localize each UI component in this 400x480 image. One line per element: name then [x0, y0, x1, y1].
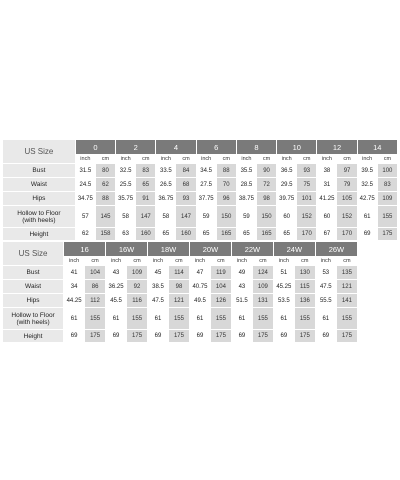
cm-value: 152	[337, 206, 357, 228]
unit-cm-label: cm	[256, 155, 276, 164]
inch-value: 32.5	[116, 164, 136, 178]
unit-inch-label: inch	[196, 155, 216, 164]
inch-value: 65	[236, 228, 256, 241]
inch-value: 69	[315, 330, 336, 343]
cm-value: 175	[252, 330, 273, 343]
unit-inch-label: inch	[64, 257, 85, 266]
inch-value: 47	[189, 266, 210, 280]
cm-value: 130	[294, 266, 315, 280]
cm-value: 104	[85, 266, 106, 280]
inch-value: 69	[357, 228, 377, 241]
inch-value: 40.75	[189, 280, 210, 294]
cm-value: 104	[210, 280, 231, 294]
inch-value: 32.5	[357, 178, 377, 192]
cm-value: 145	[95, 206, 115, 228]
size-header: 24W	[273, 242, 315, 257]
size-header: 10	[277, 140, 317, 155]
unit-inch-label: inch	[116, 155, 136, 164]
inch-value: 49	[231, 266, 252, 280]
unit-inch-label: inch	[189, 257, 210, 266]
inch-value: 33.5	[156, 164, 176, 178]
cm-value: 175	[336, 330, 357, 343]
cm-value: 155	[210, 308, 231, 330]
cm-value: 114	[168, 266, 189, 280]
cm-value: 93	[176, 192, 196, 206]
cm-value: 158	[95, 228, 115, 241]
inch-value: 29.5	[277, 178, 297, 192]
cm-value: 88	[95, 192, 115, 206]
unit-cm-label: cm	[210, 257, 231, 266]
size-header: 6	[196, 140, 236, 155]
unit-cm-label: cm	[336, 257, 357, 266]
inch-value: 38.75	[236, 192, 256, 206]
row-label: Waist	[3, 280, 64, 294]
cm-value: 155	[127, 308, 148, 330]
cm-value: 155	[85, 308, 106, 330]
cm-value: 72	[256, 178, 276, 192]
inch-value: 69	[64, 330, 85, 343]
inch-value: 65	[156, 228, 176, 241]
unit-inch-label: inch	[148, 257, 169, 266]
cm-value: 124	[252, 266, 273, 280]
unit-inch-label: inch	[106, 257, 127, 266]
cm-value: 109	[252, 280, 273, 294]
cm-value: 119	[210, 266, 231, 280]
unit-cm-label: cm	[252, 257, 273, 266]
inch-value: 49.5	[189, 294, 210, 308]
us-size-label: US Size	[3, 140, 76, 164]
inch-value: 55.5	[315, 294, 336, 308]
inch-value: 45.25	[273, 280, 294, 294]
inch-value: 36.5	[277, 164, 297, 178]
cm-value: 155	[377, 206, 397, 228]
cm-value: 165	[216, 228, 236, 241]
cm-value: 105	[337, 192, 357, 206]
cm-value: 101	[297, 192, 317, 206]
cm-value: 98	[168, 280, 189, 294]
inch-value: 60	[317, 206, 337, 228]
cm-value: 147	[176, 206, 196, 228]
cm-value: 62	[95, 178, 115, 192]
unit-cm-label: cm	[136, 155, 156, 164]
inch-value: 27.5	[196, 178, 216, 192]
unit-inch-label: inch	[236, 155, 256, 164]
inch-value: 38.5	[148, 280, 169, 294]
unit-inch-label: inch	[231, 257, 252, 266]
inch-value: 69	[273, 330, 294, 343]
unit-inch-label: inch	[156, 155, 176, 164]
inch-value: 57	[75, 206, 95, 228]
inch-value: 43	[231, 280, 252, 294]
unit-cm-label: cm	[168, 257, 189, 266]
cm-value: 121	[168, 294, 189, 308]
inch-value: 61	[273, 308, 294, 330]
size-header: 2	[116, 140, 156, 155]
unit-cm-label: cm	[85, 257, 106, 266]
inch-value: 35.75	[116, 192, 136, 206]
cm-value: 160	[176, 228, 196, 241]
table-row	[3, 330, 358, 343]
unit-cm-label: cm	[216, 155, 236, 164]
cm-value: 83	[377, 178, 397, 192]
table-row	[3, 228, 398, 241]
cm-value: 155	[294, 308, 315, 330]
inch-value: 43	[106, 266, 127, 280]
inch-value: 69	[106, 330, 127, 343]
size-header: 12	[317, 140, 357, 155]
cm-value: 136	[294, 294, 315, 308]
unit-inch-label: inch	[273, 257, 294, 266]
inch-value: 58	[116, 206, 136, 228]
cm-value: 88	[216, 164, 236, 178]
inch-value: 44.25	[64, 294, 85, 308]
inch-value: 62	[75, 228, 95, 241]
cm-value: 150	[256, 206, 276, 228]
table-row	[3, 280, 358, 294]
inch-value: 59	[236, 206, 256, 228]
inch-value: 61	[189, 308, 210, 330]
unit-cm-label: cm	[127, 257, 148, 266]
unit-inch-label: inch	[277, 155, 297, 164]
cm-value: 93	[297, 164, 317, 178]
cm-value: 84	[176, 164, 196, 178]
size-chart-table-2	[2, 241, 358, 343]
inch-value: 53	[315, 266, 336, 280]
inch-value: 31.5	[75, 164, 95, 178]
size-header: 16	[64, 242, 106, 257]
row-label: Bust	[3, 164, 76, 178]
cm-value: 170	[297, 228, 317, 241]
table-row	[3, 164, 398, 178]
inch-value: 25.5	[116, 178, 136, 192]
size-header: 26W	[315, 242, 357, 257]
row-label: Height	[3, 330, 64, 343]
inch-value: 47.5	[315, 280, 336, 294]
inch-value: 51	[273, 266, 294, 280]
cm-value: 83	[136, 164, 156, 178]
cm-value: 175	[127, 330, 148, 343]
cm-value: 79	[337, 178, 357, 192]
inch-value: 45	[148, 266, 169, 280]
table-row	[3, 266, 358, 280]
inch-value: 69	[189, 330, 210, 343]
cm-value: 92	[127, 280, 148, 294]
inch-value: 31	[317, 178, 337, 192]
cm-value: 160	[136, 228, 156, 241]
cm-value: 155	[168, 308, 189, 330]
cm-value: 121	[336, 280, 357, 294]
size-header: 16W	[106, 242, 148, 257]
cm-value: 175	[85, 330, 106, 343]
inch-value: 63	[116, 228, 136, 241]
cm-value: 109	[377, 192, 397, 206]
inch-value: 59	[196, 206, 216, 228]
inch-value: 36.75	[156, 192, 176, 206]
inch-value: 28.5	[236, 178, 256, 192]
size-header: 14	[357, 140, 397, 155]
inch-value: 38	[317, 164, 337, 178]
cm-value: 175	[294, 330, 315, 343]
cm-value: 109	[127, 266, 148, 280]
inch-value: 61	[357, 206, 377, 228]
inch-value: 41	[64, 266, 85, 280]
row-label: Height	[3, 228, 76, 241]
table-row	[3, 178, 398, 192]
cm-value: 75	[297, 178, 317, 192]
row-label: Waist	[3, 178, 76, 192]
cm-value: 131	[252, 294, 273, 308]
cm-value: 70	[216, 178, 236, 192]
size-header: 22W	[231, 242, 273, 257]
inch-value: 61	[315, 308, 336, 330]
unit-cm-label: cm	[377, 155, 397, 164]
inch-value: 42.75	[357, 192, 377, 206]
cm-value: 90	[256, 164, 276, 178]
cm-value: 68	[176, 178, 196, 192]
cm-value: 86	[85, 280, 106, 294]
unit-cm-label: cm	[294, 257, 315, 266]
cm-value: 98	[256, 192, 276, 206]
unit-inch-label: inch	[75, 155, 95, 164]
inch-value: 35.5	[236, 164, 256, 178]
cm-value: 175	[210, 330, 231, 343]
size-header: 18W	[148, 242, 190, 257]
cm-value: 97	[337, 164, 357, 178]
inch-value: 51.5	[231, 294, 252, 308]
inch-value: 67	[317, 228, 337, 241]
table-row	[3, 192, 398, 206]
cm-value: 126	[210, 294, 231, 308]
inch-value: 65	[196, 228, 216, 241]
inch-value: 26.5	[156, 178, 176, 192]
cm-value: 80	[95, 164, 115, 178]
inch-value: 65	[277, 228, 297, 241]
inch-value: 41.25	[317, 192, 337, 206]
inch-value: 61	[106, 308, 127, 330]
cm-value: 115	[294, 280, 315, 294]
inch-value: 58	[156, 206, 176, 228]
cm-value: 170	[337, 228, 357, 241]
size-header: 20W	[189, 242, 231, 257]
cm-value: 96	[216, 192, 236, 206]
inch-value: 53.5	[273, 294, 294, 308]
cm-value: 100	[377, 164, 397, 178]
inch-value: 61	[148, 308, 169, 330]
inch-value: 69	[148, 330, 169, 343]
inch-value: 60	[277, 206, 297, 228]
cm-value: 65	[136, 178, 156, 192]
size-chart-table-1	[2, 139, 398, 241]
unit-inch-label: inch	[315, 257, 336, 266]
inch-value: 34.5	[196, 164, 216, 178]
inch-value: 39.5	[357, 164, 377, 178]
cm-value: 147	[136, 206, 156, 228]
inch-value: 61	[64, 308, 85, 330]
inch-value: 47.5	[148, 294, 169, 308]
unit-inch-label: inch	[317, 155, 337, 164]
cm-value: 112	[85, 294, 106, 308]
size-header: 0	[75, 140, 115, 155]
inch-value: 24.5	[75, 178, 95, 192]
us-size-label: US Size	[3, 242, 64, 266]
row-label: Bust	[3, 266, 64, 280]
inch-value: 37.75	[196, 192, 216, 206]
row-label: Hollow to Floor (with heels)	[3, 308, 64, 330]
inch-value: 69	[231, 330, 252, 343]
size-header: 4	[156, 140, 196, 155]
unit-cm-label: cm	[337, 155, 357, 164]
cm-value: 135	[336, 266, 357, 280]
unit-cm-label: cm	[176, 155, 196, 164]
inch-value: 45.5	[106, 294, 127, 308]
row-label: Hollow to Floor (with heels)	[3, 206, 76, 228]
table-row	[3, 308, 358, 330]
cm-value: 155	[252, 308, 273, 330]
inch-value: 34.75	[75, 192, 95, 206]
row-label: Hips	[3, 294, 64, 308]
table-row	[3, 206, 398, 228]
row-label: Hips	[3, 192, 76, 206]
inch-value: 61	[231, 308, 252, 330]
table-row	[3, 294, 358, 308]
cm-value: 152	[297, 206, 317, 228]
unit-cm-label: cm	[95, 155, 115, 164]
unit-inch-label: inch	[357, 155, 377, 164]
cm-value: 116	[127, 294, 148, 308]
unit-cm-label: cm	[297, 155, 317, 164]
cm-value: 155	[336, 308, 357, 330]
cm-value: 91	[136, 192, 156, 206]
cm-value: 150	[216, 206, 236, 228]
cm-value: 175	[168, 330, 189, 343]
inch-value: 34	[64, 280, 85, 294]
cm-value: 175	[377, 228, 397, 241]
cm-value: 165	[256, 228, 276, 241]
inch-value: 39.75	[277, 192, 297, 206]
cm-value: 141	[336, 294, 357, 308]
inch-value: 36.25	[106, 280, 127, 294]
size-header: 8	[236, 140, 276, 155]
